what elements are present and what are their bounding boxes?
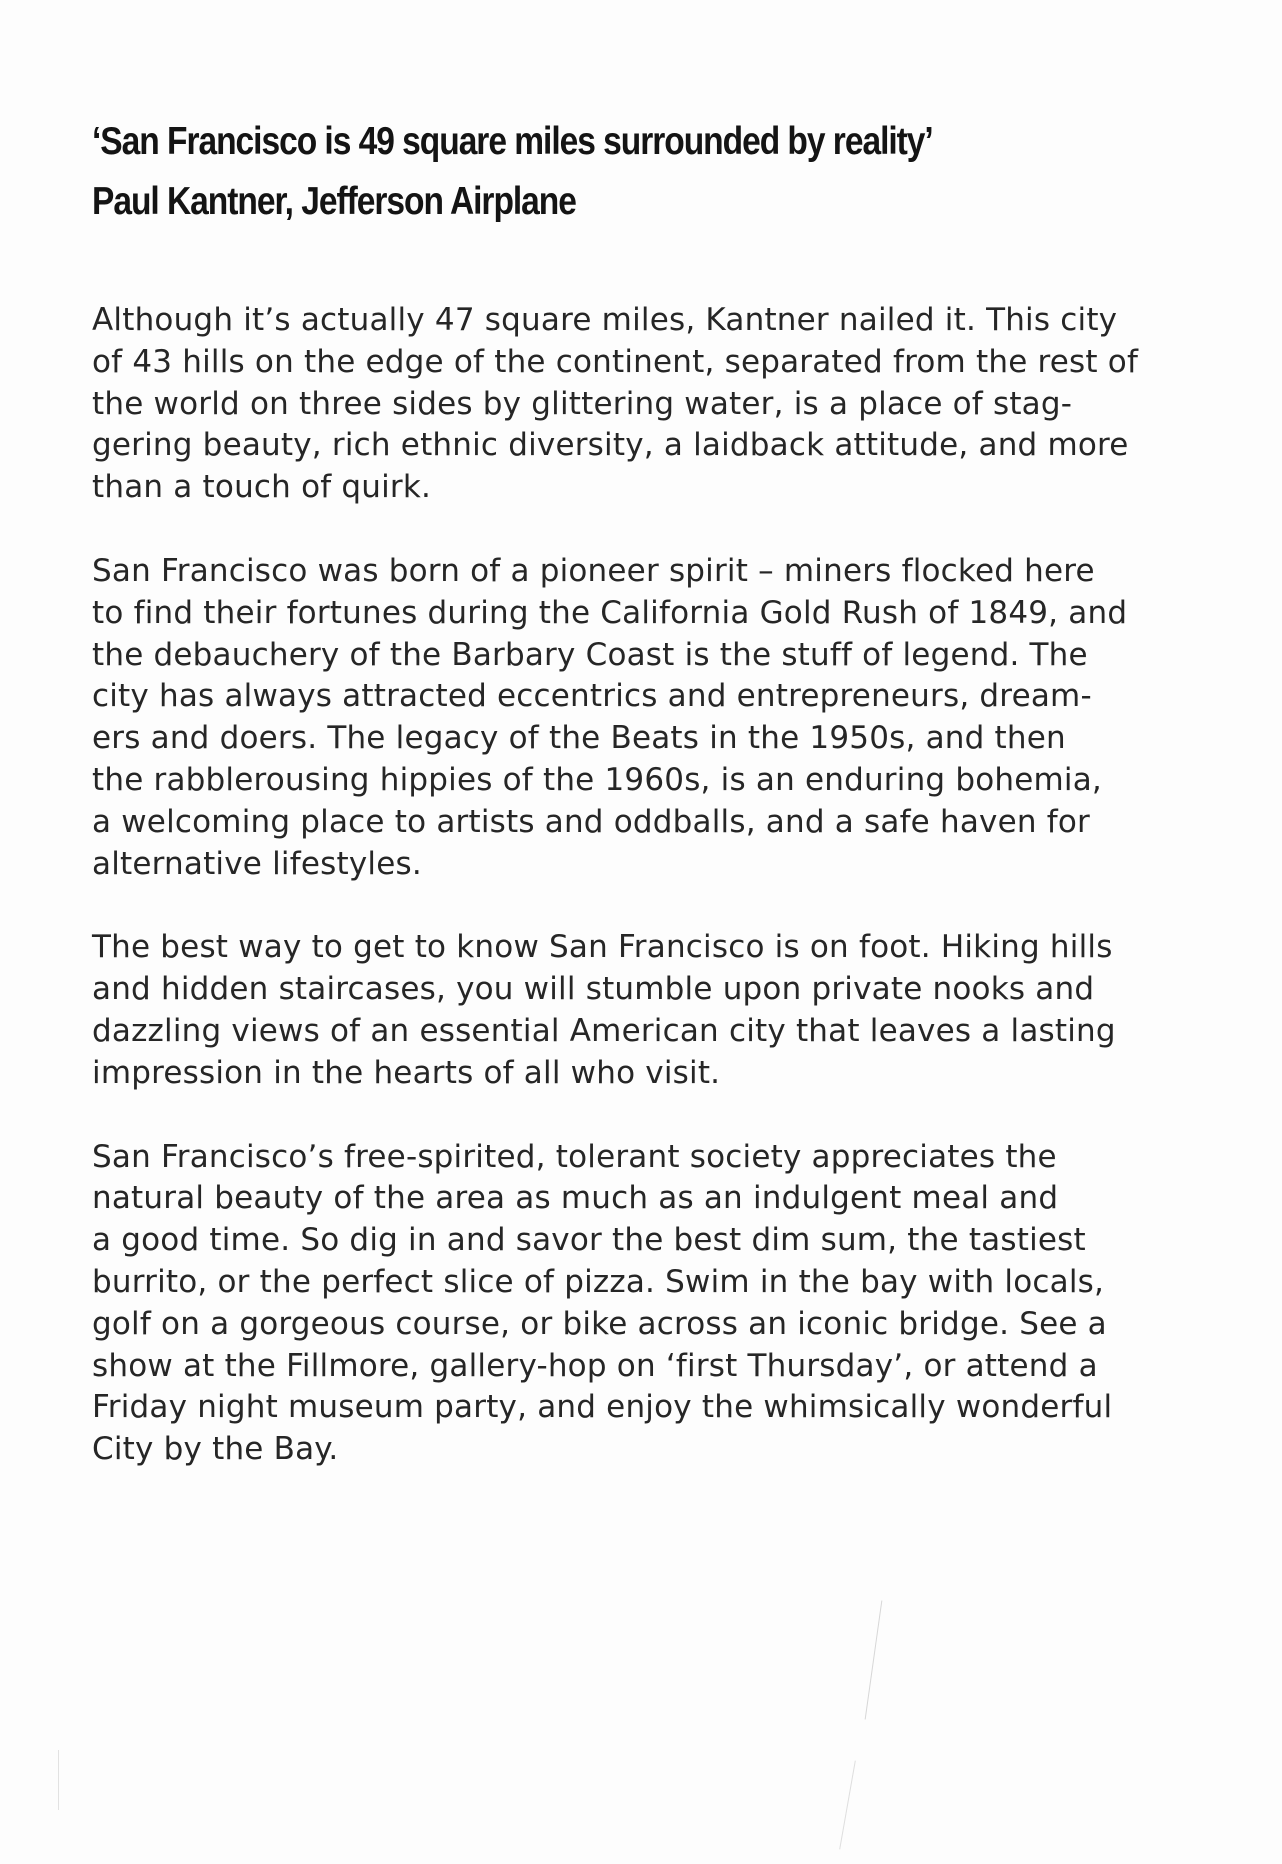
text-line: natural beauty of the area as much as an indulgent meal and xyxy=(92,1180,1059,1217)
text-line: city has always attracted eccentrics and entrepreneurs, dream- xyxy=(92,678,1092,715)
text-line: Friday night museum party, and enjoy the whimsically wonderful xyxy=(92,1389,1113,1426)
paragraph xyxy=(92,551,1212,885)
text-line: and hidden staircases, you will stumble upon private nooks and xyxy=(92,971,1095,1008)
text-line: a good time. So dig in and savor the best dim sum, the tastiest xyxy=(92,1222,1086,1259)
text-line: the rabblerousing hippies of the 1960s, is an enduring bohemia, xyxy=(92,761,1102,798)
text-line: show at the Fillmore, gallery-hop on ‘first Thursday’, or attend a xyxy=(92,1347,1098,1384)
text-line: ers and doers. The legacy of the Beats in the 1950s, and then xyxy=(92,720,1066,757)
text-line: Although it’s actually 47 square miles, Kantner nailed it. This city xyxy=(92,302,1118,338)
article-body xyxy=(92,300,1212,1471)
quote-attribution: Paul Kantner, Jefferson Airplane xyxy=(92,180,576,223)
paragraph xyxy=(92,300,1212,509)
text-line: the debauchery of the Barbary Coast is the stuff of legend. The xyxy=(92,636,1088,673)
text-line: than a touch of quirk. xyxy=(92,469,432,506)
text-line: of 43 hills on the edge of the continent, separated from the rest of xyxy=(92,343,1139,380)
scan-artifact-mark xyxy=(839,1761,856,1850)
text-line: alternative lifestyles. xyxy=(92,845,422,882)
scan-artifact-mark xyxy=(58,1750,59,1810)
quote-text: ‘San Francisco is 49 square miles surrounded by reality’ xyxy=(92,120,933,163)
text-line: dazzling views of an essential American city that leaves a lasting xyxy=(92,1012,1116,1049)
text-line: City by the Bay. xyxy=(92,1431,339,1468)
text-line: gering beauty, rich ethnic diversity, a laidback attitude, and more xyxy=(92,427,1129,464)
scan-artifact-mark xyxy=(865,1601,883,1720)
text-line: the world on three sides by glittering water, is a place of stag- xyxy=(92,385,1073,422)
text-line: impression in the hearts of all who visit. xyxy=(92,1054,721,1091)
text-line: San Francisco was born of a pioneer spirit – miners flocked here xyxy=(92,552,1095,589)
text-line: burrito, or the perfect slice of pizza. Swim in the bay with locals, xyxy=(92,1263,1105,1300)
text-line: a welcoming place to artists and oddballs, and a safe haven for xyxy=(92,803,1091,840)
text-line: to find their fortunes during the California Gold Rush of 1849, and xyxy=(92,594,1128,631)
paragraph xyxy=(92,927,1212,1094)
text-line: The best way to get to know San Francisco is on foot. Hiking hills xyxy=(92,929,1113,966)
quote-block xyxy=(92,112,1212,242)
article xyxy=(92,112,1212,1513)
paragraph xyxy=(92,1137,1212,1471)
text-line: golf on a gorgeous course, or bike across an iconic bridge. See a xyxy=(92,1305,1107,1342)
text-line: San Francisco’s free-spirited, tolerant society appreciates the xyxy=(92,1138,1057,1175)
